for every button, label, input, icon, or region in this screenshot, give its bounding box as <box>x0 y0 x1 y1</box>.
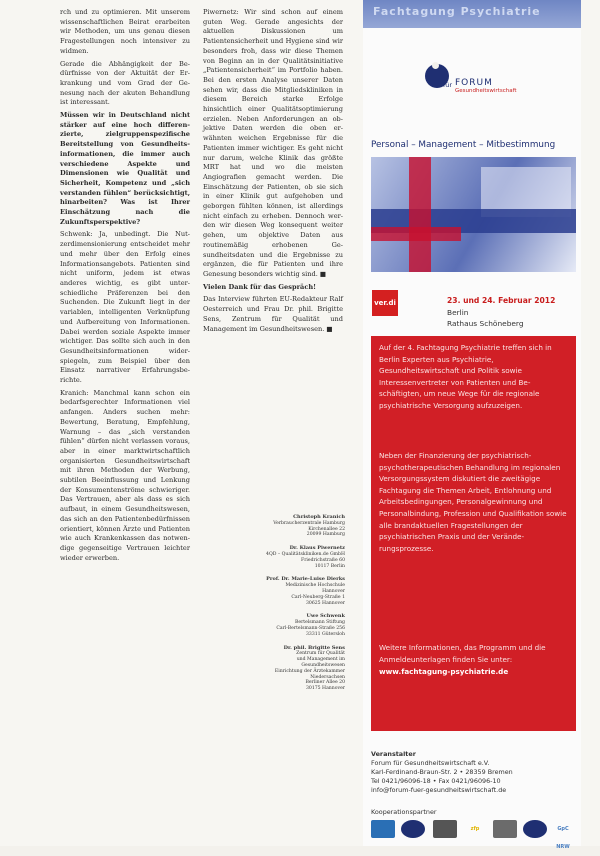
contact-list <box>265 515 345 700</box>
organizer-line: Tel 0421/96096-18 • Fax 0421/96096-10 <box>371 777 501 785</box>
verdi-logo: ver.di <box>372 290 398 316</box>
contact-entry <box>265 577 345 606</box>
contact-line: Berliner Allee 20 <box>305 680 345 686</box>
article-paragraph: Kranich: Manchmal kann schon ein bedarfsgerechter Informationen viel anfangen. Anders suchen mehr: Bewertung, Beratung, Empfehlung, Warnung – das „sich verstanden fühlen“ dürfen nicht verlassen voraus, aber in einer marktwirtschaftlich organisierten Gesundheitswirtschaft mit ihren Methoden der Werbung, subtilen Beeinflussung und Lenkung der Konsumentenströme schwieriger. Das Vertrauen, aber als dass es sich aufbaut, in einem Gesundheitswesen, das sich an den Patientenbedürfnissen orientiert, können Ärzte und Patienten wie auch Krankenkassen das notwendige gegenseitige Vertrauen leichter wieder erwerben. <box>60 388 190 562</box>
partner-logo-icon <box>401 820 425 838</box>
contact-entry <box>265 515 345 538</box>
event-advertisement <box>363 0 581 850</box>
contact-name: Uwe Schwenk <box>306 613 345 620</box>
partner-logo-icon: GpC NRW <box>556 826 570 850</box>
contact-entry <box>265 646 345 692</box>
contact-line: Zentrum für Qualität <box>296 651 345 657</box>
contact-line: Friedrichstraße 60 <box>301 557 345 563</box>
contact-line: 10117 Berlin <box>314 563 345 569</box>
contact-line: Carl-Neuberg-Straße 1 <box>291 594 345 600</box>
contact-name: Dr. phil. Brigitte Sens <box>283 644 345 651</box>
contact-line: Gesundheitswesen <box>301 662 345 668</box>
contact-line: 30175 Hannover <box>305 686 345 692</box>
article-column-2 <box>203 8 343 337</box>
logo-forum: FORUM <box>455 78 493 88</box>
organizer-line[interactable]: info@forum-fuer-gesundheitswirtschaft.de <box>371 786 507 794</box>
contact-line: 30625 Hannover <box>305 600 345 606</box>
contact-line: Verbraucherzentrale Hamburg <box>273 520 345 526</box>
ad-paragraph-2: Neben der Finanzierung der psychiatrisch-psychotherapeutischen Behandlung im regionalen Versorgungssystem diskutiert die zweitägige Fachtagung die Themen Arbeit, Entlohnung und Arbeitsbedingungen, Personalgewinnung und Personalbindung, Profession und Qualifikation sowie alle brandaktuellen Fragestellungen der psychiatrischen Praxis und der Veränderungsprozesse. <box>379 451 567 553</box>
ad-paragraph-1: Auf der 4. Fachtagung Psychiatrie treffen sich in Berlin Experten aus Psychiatrie, Gesundheitswirtschaft und Politik sowie Interessenvertreter von Patienten und Beschäftigten, um neue Wege für die regionale psychiatrische Versorgung aufzuzeigen. <box>379 343 552 410</box>
partner-logo-icon <box>371 820 395 838</box>
contact-line: Niedersachsen <box>310 674 345 680</box>
event-city: Berlin <box>447 308 469 317</box>
article-paragraph: Schwenk: Ja, unbedingt. Die Nutzerdimensionierung entscheidet mehr und mehr über den Erfolg eines Informationsangebots. Patienten sind nicht uniform, jedem ist etwas anderes wichtig, es gibt unterschiedliche Präferenzen bei den Suchenden. Die Zukunft liegt in der variablen, intelligenten Verknüpfung und Aufbereitung von Informationen. Dabei werden soziale Aspekte immer wichtiger. Das sollte sich auch in den Gesundheitsinformationen widerspiegeln, zum Beispiel über den Einsatz narrativer Erfahrungsberichte. <box>60 230 190 385</box>
organizer-line: Karl-Ferdinand-Braun-Str. 2 • 28359 Bremen <box>371 768 513 776</box>
contact-line: Bertelsmann Stiftung <box>294 620 345 626</box>
ad-tagline: Personal – Management – Mitbestimmung <box>371 140 556 150</box>
ad-url-link[interactable]: www.fachtagung-psychiatrie.de <box>379 667 509 676</box>
event-venue: Rathaus Schöneberg <box>447 319 524 328</box>
organizer-line: Forum für Gesundheitswirtschaft e.V. <box>371 759 490 767</box>
ad-paragraph-3: Weitere Informationen, das Programm und die Anmeldeunterlagen finden Sie unter: <box>379 643 546 664</box>
contact-line: Carl-Bertelsmann-Straße 256 <box>276 625 345 631</box>
contact-line: 20099 Hamburg <box>306 532 345 538</box>
partner-logos <box>371 818 576 850</box>
article-paragraph: Gerade die Abhängigkeit der Bedürfnisse von der Aktuität der Erkrankung und vom Grad der Genesung nach der akuten Behandlung ist interessant. <box>60 59 190 107</box>
contact-line: Medizinische Hochschule Hannover <box>285 583 345 594</box>
article-paragraph: rch und zu optimieren. Mit unserem wissenschaftlichen Beirat erarbeiten wir Methoden, um uns genau diesen Fragestellungen noch intensiver zu widmen. <box>60 8 190 55</box>
event-date: 23. und 24. Februar 2012 <box>447 296 556 305</box>
contact-entry <box>265 614 345 637</box>
organizer-block <box>371 750 576 795</box>
ad-photo-collage <box>371 157 576 272</box>
forum-logo <box>425 58 535 108</box>
article-paragraph: Piwernetz: Wir sind schon auf einem guten Weg. Gerade angesichts der aktuellen Diskussionen um Patientensicherheit und Hygiene sind wir besonders froh, dass wir diese Themen von Beginn an in der Qualitätsinitiative „Patientensicherheit“ im Portfolio haben. Bei den ersten Analyse unserer Daten sehen wir, dass die Mitgliedskliniken in diesem Bereich starke Erfolge hinsichtlich einer Qualitätsoptimierung erzielen. Neben Anforderungen an objektive Daten werden die oben erwähnten weichen Ergebnisse für die Patienten immer wichtiger. Es geht nicht nur darum, welche Klinik das größte MRT hat und wo die meisten Angiografien gemacht werden. Die Einschätzung der Patienten, ob sie sich in einer Klinik gut aufgehoben und geborgen fühlten können, ist allerdings nicht einfach zu erheben. Dennoch werden wir diesen Weg konsequent weiter gehen, um objektive Daten aus routinemäßig erhobenen Gesundheitsdaten und die Ergebnisse zu ergänzen, die für Patienten und ihre Genesung besonders wichtig sind. ■ <box>203 8 343 278</box>
logo-fuer: für <box>443 81 453 89</box>
partner-logo-icon <box>493 820 517 838</box>
contact-line: Kirchenallee 22 <box>308 526 345 532</box>
contact-name: Dr. Klaus Piwernetz <box>289 545 345 552</box>
ad-info-box <box>371 336 576 731</box>
contact-line: 4QD – Qualitätskliniken.de GmbH <box>266 551 345 557</box>
interview-question: Vielen Dank für das Gespräch! <box>203 282 317 291</box>
article-paragraph: Das Interview führten EU-Redakteur Ralf Oesterreich und Frau Dr. phil. Brigitte Sens, Zentrum für Qualität und Management im Gesundheitswesen. ■ <box>203 295 343 333</box>
partner-logo-icon <box>433 820 457 838</box>
ad-header-title: Fachtagung Psychiatrie <box>373 5 541 18</box>
article-column-1 <box>60 8 190 566</box>
contact-line: und Management im <box>296 657 345 663</box>
contact-name: Prof. Dr. Marie-Luise Dierks <box>266 576 345 583</box>
contact-line: 33311 Gütersloh <box>305 631 345 637</box>
logo-subtitle: Gesundheitswirtschaft <box>455 88 517 94</box>
partner-logo-icon: zfp <box>470 826 480 832</box>
contact-line: Einrichtung der Ärztekammer <box>274 668 345 674</box>
partner-logo-icon <box>523 820 547 838</box>
ad-header-banner <box>363 0 581 28</box>
contact-name: Christoph Kranich <box>293 514 345 520</box>
organizer-heading: Veranstalter <box>371 750 416 758</box>
interview-question: Müssen wir in Deutschland nicht stärker auf eine hoch differenzierte, zielgruppenspezifische Bereitstellung von Gesundheitsinformationen, die immer auch verschiedene Aspekte und Dimensionen wie Qualität und Sicherheit, Kompetenz und „sich verstanden fühlen“ berücksichtigt, hinarbeiten? Was ist Ihrer Einschätzung nach die Zukunftsperspektive? <box>60 111 190 226</box>
partners-heading: Kooperationspartner <box>371 808 437 816</box>
contact-entry <box>265 546 345 569</box>
forum-logo-dot-icon <box>432 62 439 69</box>
